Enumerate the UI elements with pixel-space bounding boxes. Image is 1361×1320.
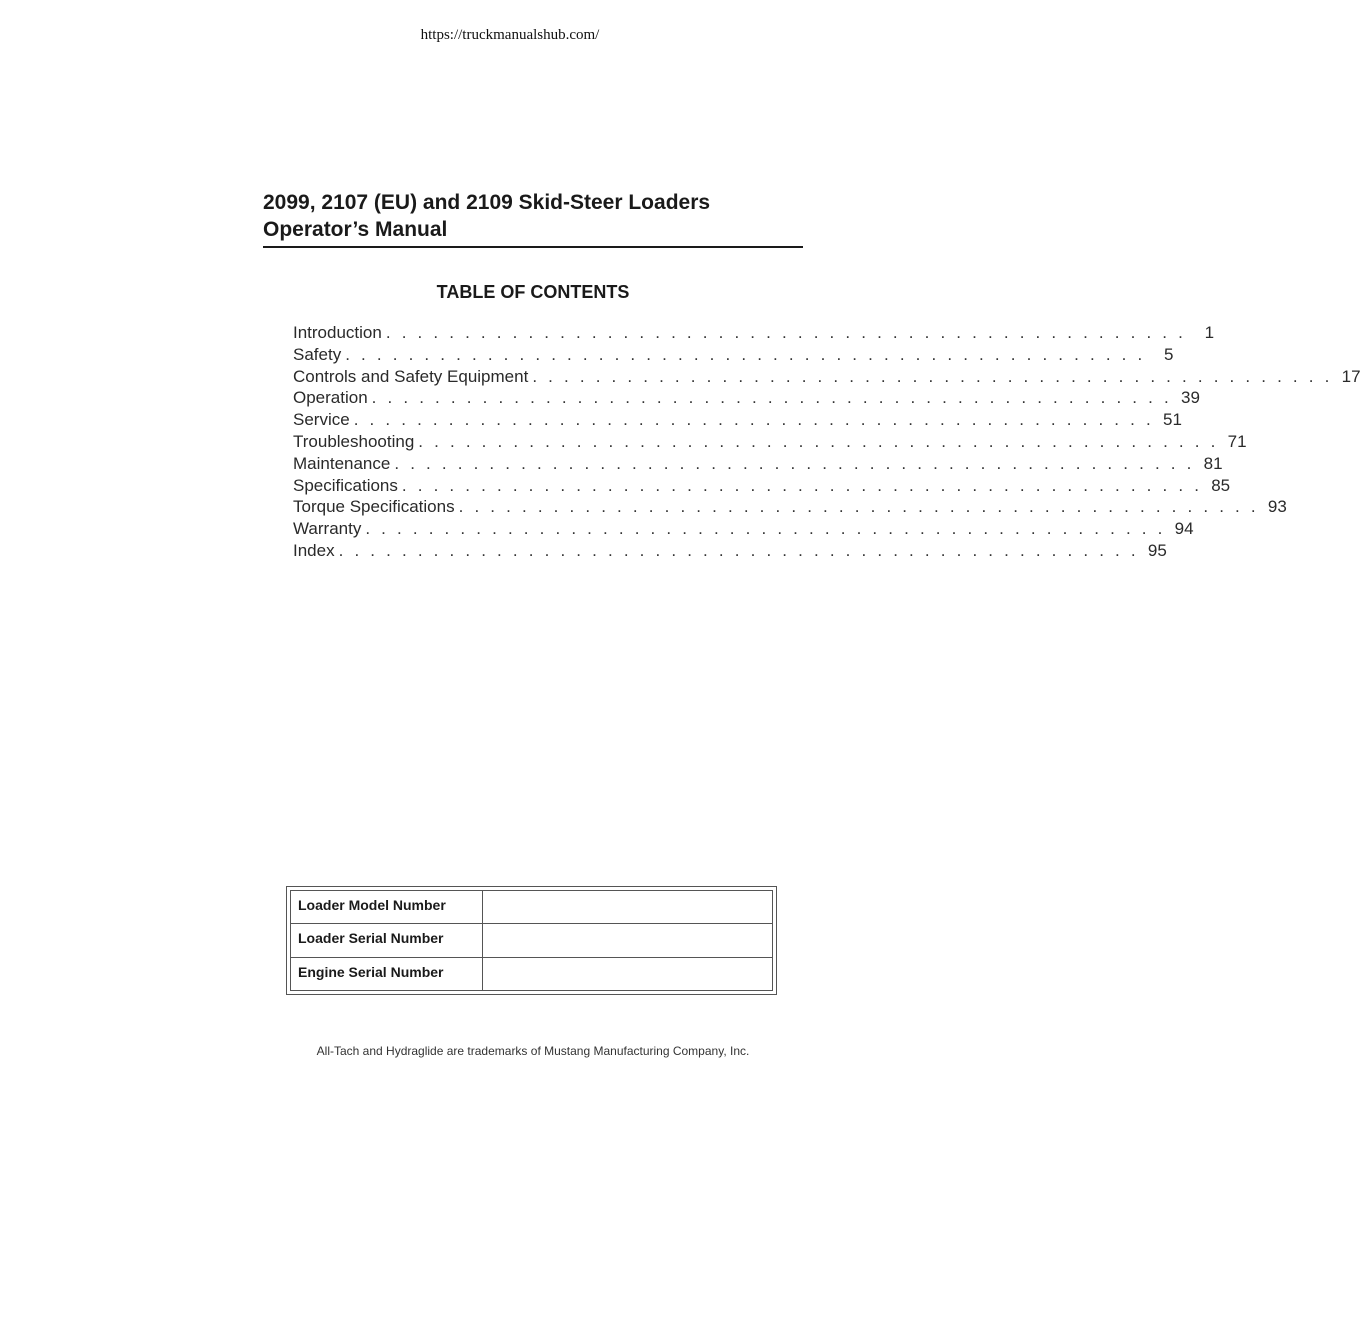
toc-item-label: Troubleshooting xyxy=(293,431,415,451)
toc-item-safety xyxy=(293,344,1174,366)
toc-page-number: 94 xyxy=(1174,519,1194,539)
toc-item-introduction xyxy=(293,322,1215,344)
toc-page-number: 71 xyxy=(1227,431,1247,451)
toc-leader-dots: . . . . . . . . . . . . . . . . . . . . . . . . . . . . . . . . . . . . . . . . . . . . . . . . . . . xyxy=(532,366,1333,386)
toc-leader-dots: . . . . . . . . . . . . . . . . . . . . . . . . . . . . . . . . . . . . . . . . . . . . . . . . . . . xyxy=(365,519,1166,539)
toc-leader-dots: . . . . . . . . . . . . . . . . . . . . . . . . . . . . . . . . . . . . . . . . . . . . . . . . . . . xyxy=(345,344,1146,364)
toc-item-label: Index xyxy=(293,540,335,560)
serial-number-grid xyxy=(290,890,773,991)
toc-page-number: 17 xyxy=(1341,366,1361,386)
toc-item-label: Controls and Safety Equipment xyxy=(293,366,529,386)
toc-leader-dots: . . . . . . . . . . . . . . . . . . . . . . . . . . . . . . . . . . . . . . . . . . . . . . . . . . . xyxy=(418,431,1219,451)
source-url: https://truckmanualshub.com/ xyxy=(420,27,600,43)
toc-leader-dots: . . . . . . . . . . . . . . . . . . . . . . . . . . . . . . . . . . . . . . . . . . . . . . . . . . . xyxy=(385,323,1187,342)
toc-item-torque-specifications xyxy=(293,496,1287,518)
toc-item-label: Safety xyxy=(293,344,342,364)
toc-item-specifications xyxy=(293,475,1231,497)
toc-item-index xyxy=(293,540,1167,562)
title-line-1: 2099, 2107 (EU) and 2109 Skid-Steer Loaders xyxy=(263,191,711,214)
toc-item-label: Warranty xyxy=(293,519,362,539)
toc-item-label: Operation xyxy=(293,388,368,408)
toc-page-number: 51 xyxy=(1163,410,1182,430)
toc-leader-dots: . . . . . . . . . . . . . . . . . . . . . . . . . . . . . . . . . . . . . . . . . . . . . . . . . . . xyxy=(394,453,1195,473)
table-of-contents xyxy=(293,322,1361,562)
toc-item-service xyxy=(293,409,1182,431)
toc-item-controls xyxy=(293,366,1361,388)
toc-item-label: Maintenance xyxy=(293,453,391,473)
engine-serial-number-label: Engine Serial Number xyxy=(291,957,483,990)
trademark-notice: All-Tach and Hydraglide are trademarks of Mustang Manufacturing Company, Inc. xyxy=(316,1044,750,1058)
toc-page-number: 95 xyxy=(1147,540,1167,560)
title-line-2: Operator’s Manual xyxy=(263,218,448,241)
loader-model-number-label: Loader Model Number xyxy=(291,891,483,924)
toc-item-label: Torque Specifications xyxy=(293,497,455,517)
loader-serial-number-label: Loader Serial Number xyxy=(291,924,483,957)
toc-item-label: Specifications xyxy=(293,475,398,495)
toc-item-label: Service xyxy=(293,410,350,430)
toc-leader-dots: . . . . . . . . . . . . . . . . . . . . . . . . . . . . . . . . . . . . . . . . . . . . . . . . . . . xyxy=(371,388,1172,408)
table-row xyxy=(291,891,773,924)
toc-item-maintenance xyxy=(293,453,1223,475)
serial-number-table xyxy=(286,886,777,995)
table-row xyxy=(291,957,773,990)
table-row xyxy=(291,924,773,957)
toc-leader-dots: . . . . . . . . . . . . . . . . . . . . . . . . . . . . . . . . . . . . . . . . . . . . . . . . . . . xyxy=(458,497,1259,517)
toc-heading: TABLE OF CONTENTS xyxy=(436,282,630,302)
toc-leader-dots: . . . . . . . . . . . . . . . . . . . . . . . . . . . . . . . . . . . . . . . . . . . . . . . . . . . xyxy=(401,475,1203,495)
toc-page-number: 93 xyxy=(1267,497,1287,517)
toc-item-warranty xyxy=(293,518,1194,540)
toc-page-number: 85 xyxy=(1211,475,1231,495)
toc-page-number: 1 xyxy=(1204,323,1215,342)
toc-page-number: 81 xyxy=(1203,453,1223,473)
toc-page-number: 39 xyxy=(1181,388,1200,408)
toc-item-troubleshooting xyxy=(293,431,1247,453)
toc-page-number: 5 xyxy=(1163,344,1174,364)
manual-title xyxy=(263,189,803,248)
loader-model-number-field[interactable] xyxy=(483,891,773,924)
toc-item-label: Introduction xyxy=(293,323,382,342)
toc-leader-dots: . . . . . . . . . . . . . . . . . . . . . . . . . . . . . . . . . . . . . . . . . . . . . . . . . . . xyxy=(353,410,1154,430)
loader-serial-number-field[interactable] xyxy=(483,924,773,957)
toc-leader-dots: . . . . . . . . . . . . . . . . . . . . . . . . . . . . . . . . . . . . . . . . . . . . . . . . . . . xyxy=(338,540,1139,560)
toc-item-operation xyxy=(293,387,1200,409)
engine-serial-number-field[interactable] xyxy=(483,957,773,990)
